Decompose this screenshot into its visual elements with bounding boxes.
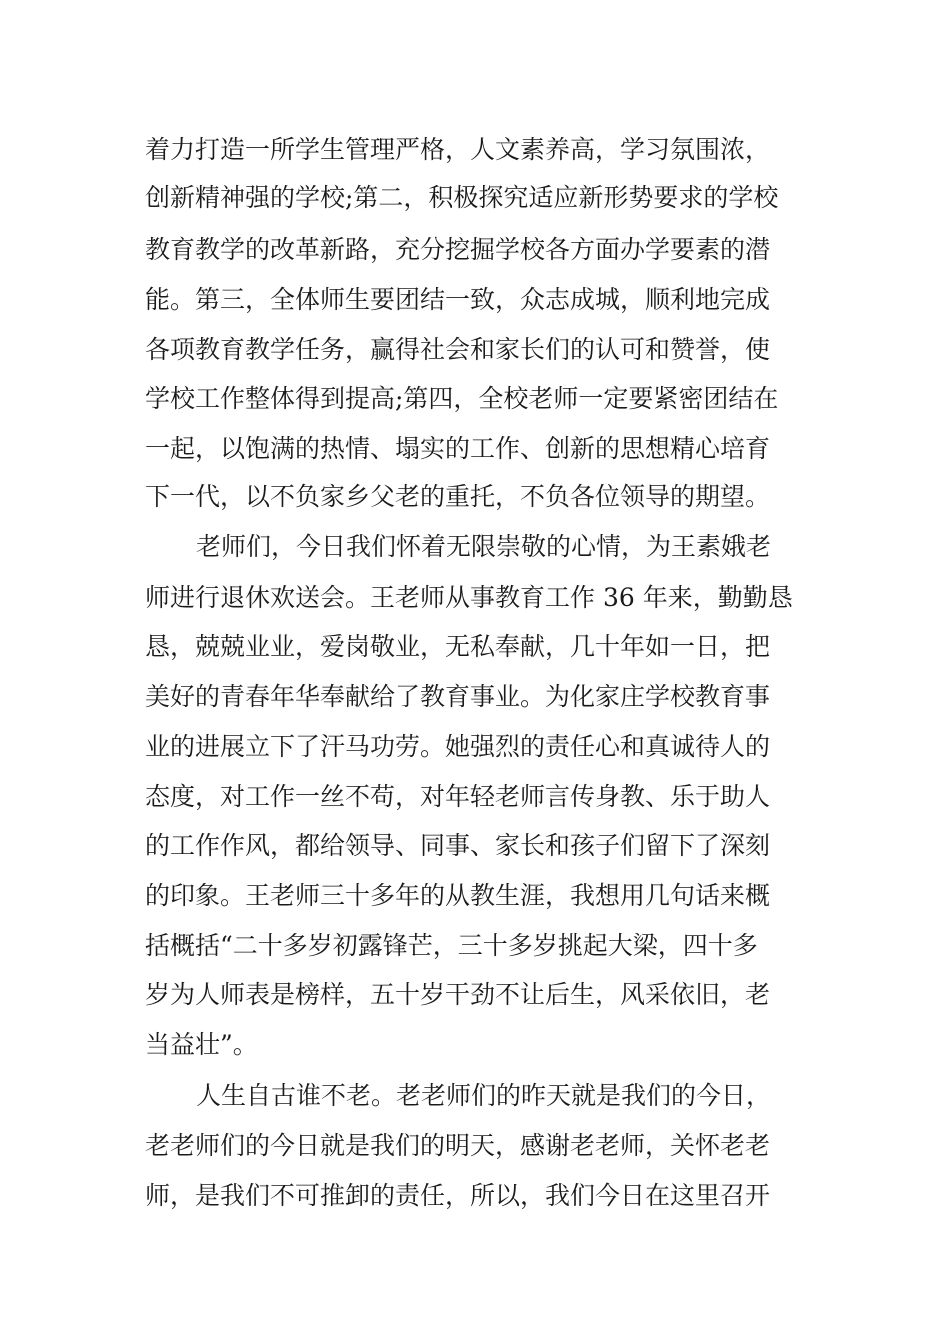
paragraph-first-line: 老师们，今日我们怀着无限崇敬的心情，为王素娥老 (196, 532, 772, 561)
text-line: 能。第三，全体师生要团结一致，众志成城，顺利地完成 (145, 285, 771, 314)
text-line: 老老师们的今日就是我们的明天，感谢老老师，关怀老老 (145, 1131, 771, 1160)
text-line: 各项教育教学任务，赢得社会和家长们的认可和赞誉，使 (145, 335, 771, 364)
text-line: 美好的青春年华奉献给了教育事业。为化家庄学校教育事 (145, 682, 771, 711)
text-line: 的工作作风，都给领导、同事、家长和孩子们留下了深刻 (145, 831, 771, 860)
text-line: 业的进展立下了汗马功劳。她强烈的责任心和真诚待人的 (145, 732, 771, 761)
text-line: 教育教学的改革新路，充分挖掘学校各方面办学要素的潜 (145, 235, 771, 264)
text-line: 学校工作整体得到提高;第四，全校老师一定要紧密团结在 (145, 384, 779, 413)
text-line: 着力打造一所学生管理严格，人文素养高，学习氛围浓， (145, 135, 771, 164)
text-line: 师，是我们不可推卸的责任，所以，我们今日在这里召开 (145, 1181, 771, 1210)
text-line: 括概括“二十多岁初露锋芒，三十多岁挑起大梁，四十多 (145, 931, 758, 960)
text-line: 恳，兢兢业业，爱岗敬业，无私奉献，几十年如一日，把 (145, 632, 771, 661)
text-line: 师进行退休欢送会。王老师从事教育工作 36 年来，勤勤恳 (145, 583, 793, 612)
text-line: 一起，以饱满的热情、塌实的工作、创新的思想精心培育 (145, 434, 771, 463)
paragraph-first-line: 人生自古谁不老。老老师们的昨天就是我们的今日， (196, 1081, 772, 1110)
text-line: 下一代，以不负家乡父老的重托，不负各位领导的期望。 (145, 482, 771, 511)
text-line: 的印象。王老师三十多年的从教生涯，我想用几句话来概 (145, 881, 771, 910)
text-line: 态度，对工作一丝不苟，对年轻老师言传身教、乐于助人 (145, 782, 771, 811)
text-line: 当益壮”。 (145, 1030, 258, 1059)
text-line: 创新精神强的学校;第二，积极探究适应新形势要求的学校 (145, 183, 779, 212)
text-line: 岁为人师表是榜样，五十岁干劲不让后生，风采依旧，老 (145, 980, 771, 1009)
